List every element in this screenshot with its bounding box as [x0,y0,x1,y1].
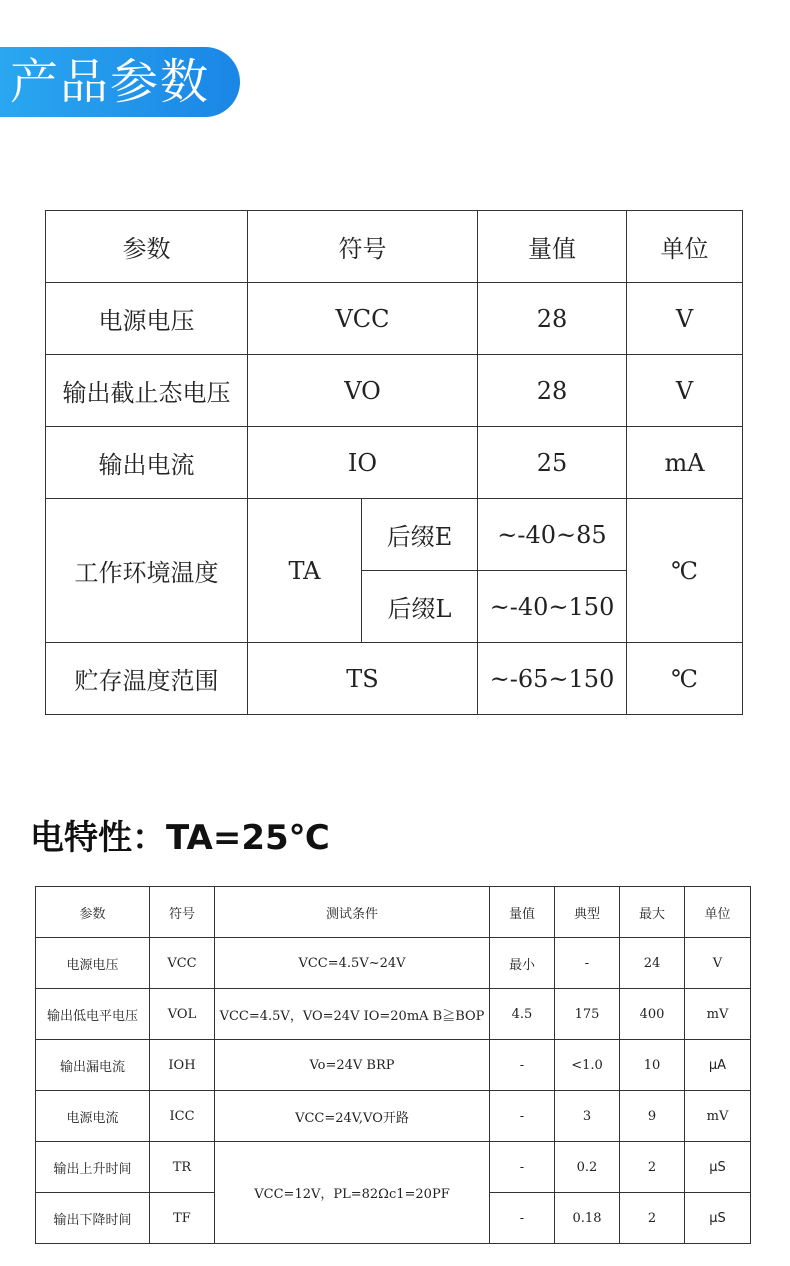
typ-cell: 0.2 [555,1142,620,1193]
value-cell: 最小 [490,938,555,989]
product-parameters-table [45,210,743,715]
value-cell: - [490,1091,555,1142]
condition-cell: Vo=24V BRP [215,1040,490,1091]
table-row [36,1040,751,1091]
condition-cell: VCC=4.5V~24V [215,938,490,989]
header-cell: 符号 [248,211,478,283]
header-cell: 单位 [685,887,751,938]
max-cell: 400 [620,989,685,1040]
suffix-cell: 后缀L [362,571,478,643]
header-cell: 符号 [150,887,215,938]
value-cell: - [490,1193,555,1244]
unit-cell: mV [685,1091,751,1142]
symbol-cell: ICC [150,1091,215,1142]
unit-cell: V [627,283,743,355]
suffix-cell: 后缀E [362,499,478,571]
table-row [36,1091,751,1142]
table-header-row [46,211,743,283]
electrical-characteristics-table [35,886,751,1244]
header-cell: 典型 [555,887,620,938]
param-cell: 工作环境温度 [46,499,248,643]
symbol-cell: IOH [150,1040,215,1091]
symbol-cell: TF [150,1193,215,1244]
value-cell: 4.5 [490,989,555,1040]
unit-cell: μS [685,1193,751,1244]
unit-cell: V [627,355,743,427]
table-row [46,427,743,499]
header-cell: 参数 [46,211,248,283]
value-cell: - [490,1142,555,1193]
max-cell: 9 [620,1091,685,1142]
value-cell: - [490,1040,555,1091]
symbol-cell: TA [248,499,362,643]
max-cell: 2 [620,1142,685,1193]
typ-cell: <1.0 [555,1040,620,1091]
table-row [46,643,743,715]
unit-cell: μA [685,1040,751,1091]
symbol-cell: IO [248,427,478,499]
value-cell: 28 [478,355,627,427]
unit-cell: ℃ [627,499,743,643]
symbol-cell: VOL [150,989,215,1040]
symbol-cell: VCC [150,938,215,989]
max-cell: 10 [620,1040,685,1091]
table-row [36,989,751,1040]
table-row [46,499,743,571]
table-row [36,1142,751,1193]
value-cell: ~-65~150 [478,643,627,715]
unit-cell: mV [685,989,751,1040]
typ-cell: 3 [555,1091,620,1142]
max-cell: 2 [620,1193,685,1244]
unit-cell: ℃ [627,643,743,715]
typ-cell: 0.18 [555,1193,620,1244]
symbol-cell: VCC [248,283,478,355]
header-cell: 最大 [620,887,685,938]
max-cell: 24 [620,938,685,989]
symbol-cell: TR [150,1142,215,1193]
electrical-characteristics-title: 电特性：TA=25℃ [30,818,330,858]
param-cell: 输出下降时间 [36,1193,150,1244]
param-cell: 输出低电平电压 [36,989,150,1040]
value-cell: 28 [478,283,627,355]
table-row [46,355,743,427]
condition-cell: VCC=12V，PL=82Ωc1=20PF [215,1142,490,1244]
symbol-cell: VO [248,355,478,427]
param-cell: 输出电流 [46,427,248,499]
condition-cell: VCC=4.5V，VO=24V IO=20mA B≧BOP [215,989,490,1040]
table-row [46,283,743,355]
param-cell: 电源电压 [36,938,150,989]
header-cell: 单位 [627,211,743,283]
param-cell: 电源电压 [46,283,248,355]
header-cell: 量值 [478,211,627,283]
section-banner: 产品参数 [0,47,240,117]
unit-cell: mA [627,427,743,499]
value-cell: ~-40~150 [478,571,627,643]
param-cell: 输出上升时间 [36,1142,150,1193]
value-cell: 25 [478,427,627,499]
condition-cell: VCC=24V,VO开路 [215,1091,490,1142]
param-cell: 电源电流 [36,1091,150,1142]
typ-cell: - [555,938,620,989]
param-cell: 输出漏电流 [36,1040,150,1091]
typ-cell: 175 [555,989,620,1040]
table-header-row [36,887,751,938]
unit-cell: μS [685,1142,751,1193]
header-cell: 测试条件 [215,887,490,938]
param-cell: 贮存温度范围 [46,643,248,715]
symbol-cell: TS [248,643,478,715]
param-cell: 输出截止态电压 [46,355,248,427]
value-cell: ~-40~85 [478,499,627,571]
header-cell: 量值 [490,887,555,938]
unit-cell: V [685,938,751,989]
table-row [36,938,751,989]
header-cell: 参数 [36,887,150,938]
